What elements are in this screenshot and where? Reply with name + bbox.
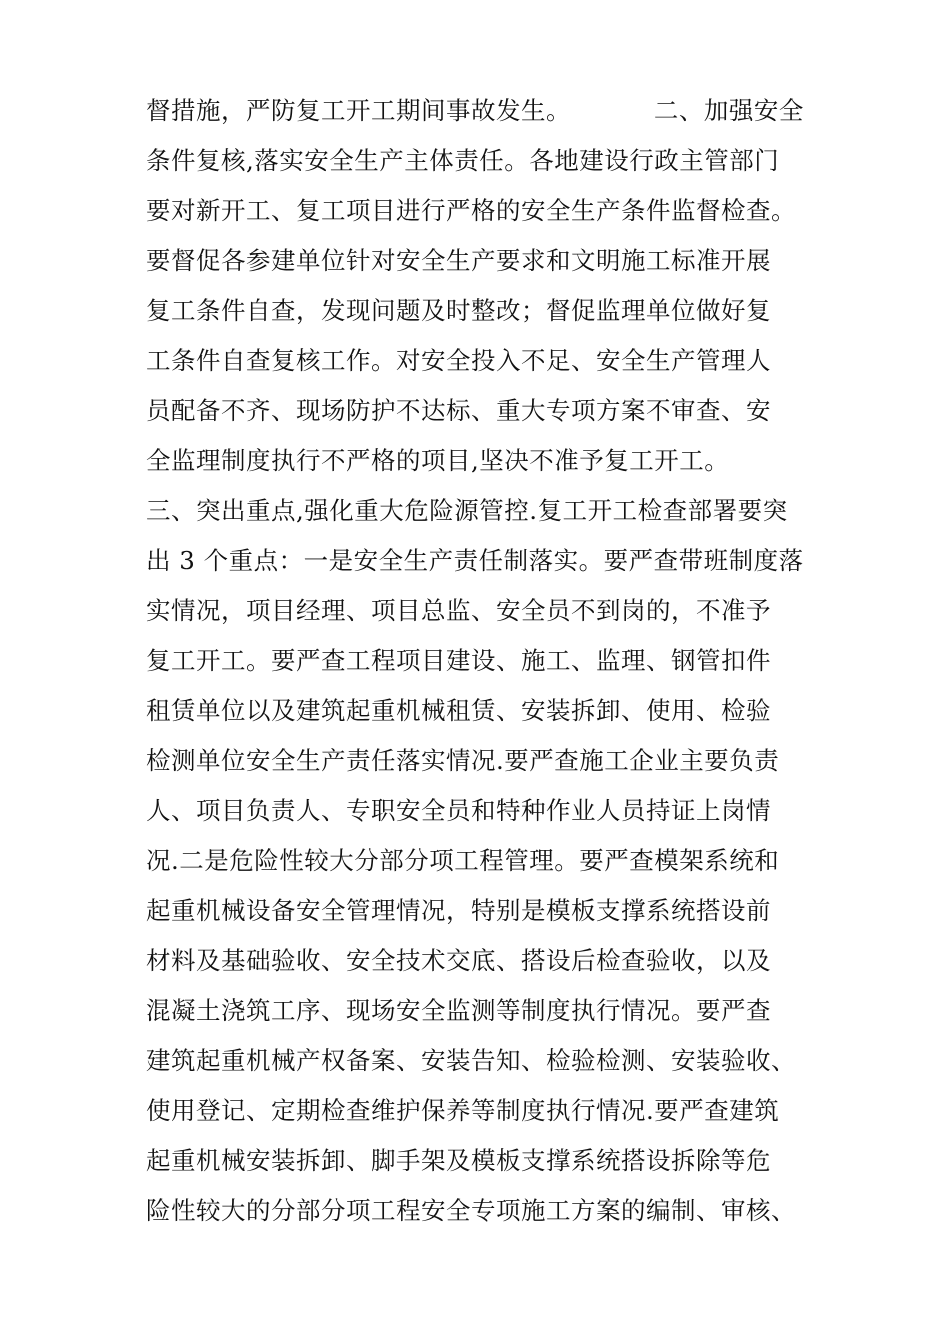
text-line-12: 复工开工。要严查工程项目建设、施工、监理、钢管扣件 (146, 646, 771, 675)
text-line-15: 人、项目负责人、专职安全员和特种作业人员持证上岗情 (146, 796, 771, 825)
body-text (146, 86, 806, 1236)
text-line-13: 租赁单位以及建筑起重机械租赁、安装拆卸、使用、检验 (146, 696, 771, 725)
text-line-3: 要对新开工、复工项目进行严格的安全生产条件监督检查。 (146, 196, 796, 225)
text-line-19: 混凝土浇筑工序、现场安全监测等制度执行情况。要严查 (146, 996, 771, 1025)
text-line-16: 况.二是危险性较大分部分项工程管理。要严查模架系统和 (146, 846, 780, 875)
text-line-5: 复工条件自查，发现问题及时整改；督促监理单位做好复 (146, 296, 771, 325)
text-line-11: 实情况，项目经理、项目总监、安全员不到岗的，不准予 (146, 596, 771, 625)
text-line-14: 检测单位安全生产责任落实情况.要严查施工企业主要负责 (146, 746, 780, 775)
text-line-23: 险性较大的分部分项工程安全专项施工方案的编制、审核、 (146, 1196, 796, 1225)
text-line-1: 督措施，严防复工开工期间事故发生。 二、加强安全 (146, 96, 804, 125)
text-line-20: 建筑起重机械产权备案、安装告知、检验检测、安装验收、 (146, 1046, 796, 1075)
text-line-10: 出 3 个重点：一是安全生产责任制落实。要严查带班制度落 (146, 546, 804, 575)
text-line-2: 条件复核,落实安全生产主体责任。各地建设行政主管部门 (146, 146, 780, 175)
text-line-21: 使用登记、定期检查维护保养等制度执行情况.要严查建筑 (146, 1096, 780, 1125)
text-line-4: 要督促各参建单位针对安全生产要求和文明施工标准开展 (146, 246, 771, 275)
text-line-17: 起重机械设备安全管理情况，特别是模板支撑系统搭设前 (146, 896, 771, 925)
text-line-22: 起重机械安装拆卸、脚手架及模板支撑系统搭设拆除等危 (146, 1146, 771, 1175)
text-line-9: 三、突出重点,强化重大危险源管控.复工开工检查部署要突 (146, 496, 788, 525)
text-line-7: 员配备不齐、现场防护不达标、重大专项方案不审查、安 (146, 396, 771, 425)
text-line-8: 全监理制度执行不严格的项目,坚决不准予复工开工。 (146, 446, 730, 475)
text-line-6: 工条件自查复核工作。对安全投入不足、安全生产管理人 (146, 346, 771, 375)
text-line-18: 材料及基础验收、安全技术交底、搭设后检查验收，以及 (146, 946, 771, 975)
